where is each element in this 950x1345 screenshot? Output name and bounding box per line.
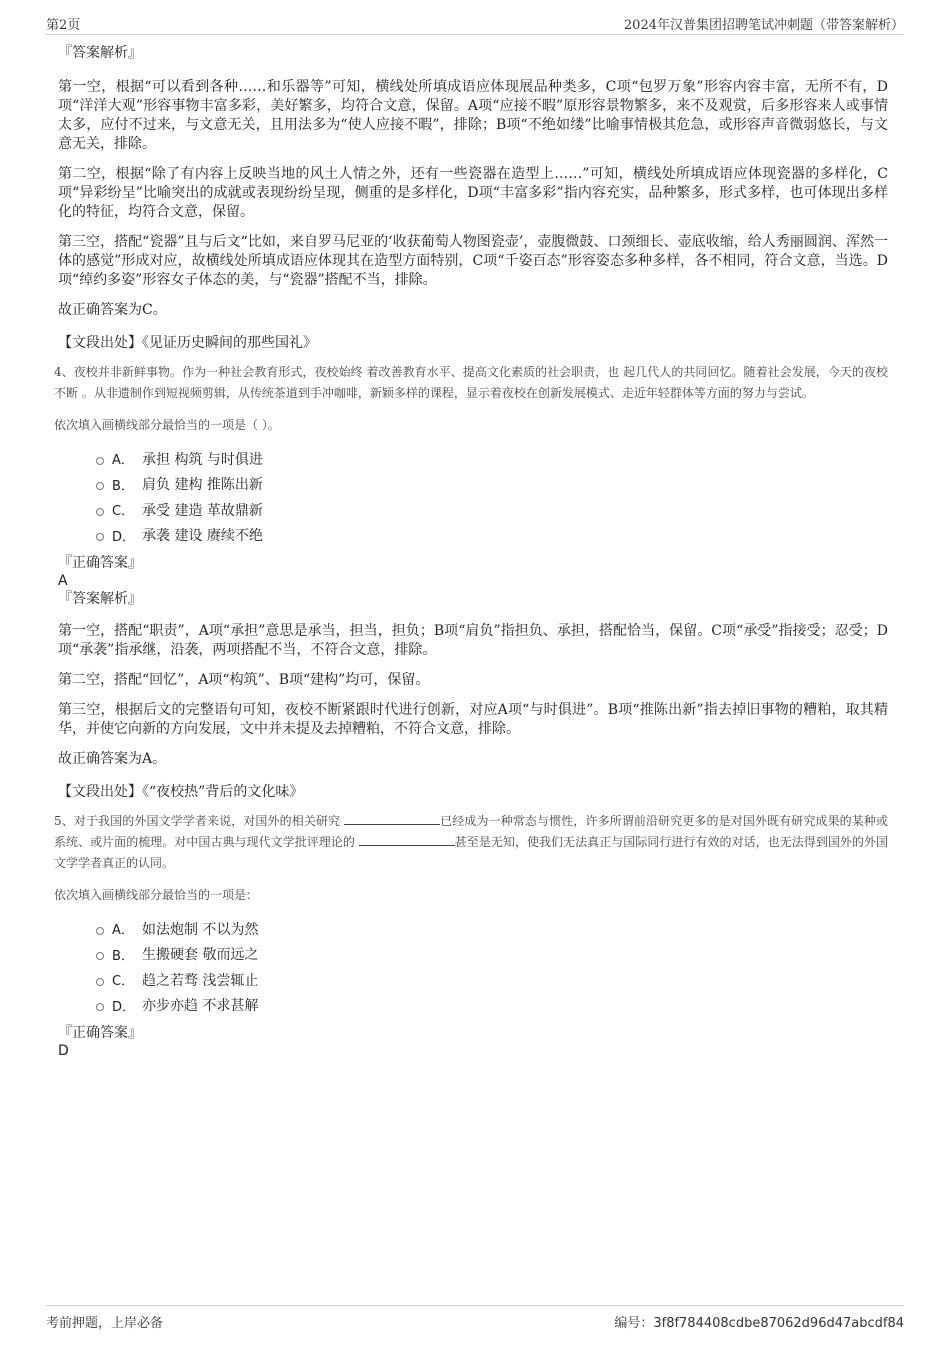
page-number: 第2页 <box>46 18 81 33</box>
q3-analysis-paragraph-3: 第三空，搭配“瓷器”且与后文“比如，来自罗马尼亚的‘收获葡萄人物图瓷壶’，壶腹微鼓、口颈细长、壶底收缩，给人秀丽圆润、浑然一体的感觉”形成对应，故横线处所填成语应体现其在造型方面特别，C项“千姿百态”形容姿态多种多样，各不相同，符合文意，当选。D项“绰约多姿”形容女子体态的美，与“瓷器”搭配不当，排除。 <box>58 234 888 288</box>
option-text: 亦步亦趋 不求甚解 <box>142 998 259 1015</box>
option-text: 承受 建造 革故鼎新 <box>142 502 263 519</box>
q4-options <box>58 446 888 548</box>
q3-analysis-label: 『答案解析』 <box>58 45 142 61</box>
q5-option-b[interactable] <box>96 942 888 968</box>
document-body <box>54 44 888 1060</box>
q5-correct-label: 『正确答案』 <box>58 1025 142 1041</box>
page-footer <box>46 1305 904 1330</box>
radio-icon[interactable] <box>96 952 104 960</box>
q4-option-c[interactable] <box>96 497 888 523</box>
option-letter: D． <box>112 999 136 1015</box>
footer-slogan: 考前押题，上岸必备 <box>46 1316 164 1331</box>
option-letter: A． <box>112 453 134 469</box>
radio-icon[interactable] <box>96 927 104 935</box>
document-title: 2024年汉普集团招聘笔试冲刺题（带答案解析） <box>623 18 904 33</box>
q5-option-c[interactable] <box>96 967 888 993</box>
q4-source: 【文段出处】《“夜校热”背后的文化味》 <box>58 784 304 800</box>
option-text: 承袭 建设 赓续不绝 <box>142 528 263 545</box>
blank-line <box>359 833 455 846</box>
option-text: 肩负 建构 推陈出新 <box>142 477 263 494</box>
q5-options <box>58 916 888 1018</box>
q4-option-d[interactable] <box>96 523 888 549</box>
q3-conclusion: 故正确答案为C。 <box>58 302 167 318</box>
q3-analysis-paragraph-2: 第二空，根据“除了有内容上反映当地的风土人情之外，还有一些瓷器在造型上……”可知，横线处所填成语应体现瓷器的多样化，C项“异彩纷呈”比喻突出的成就或表现纷纷呈现，侧重的是多样化，D项“丰富多彩”指内容充实，品种繁多，形式多样，也可体现出多样化的特征，均符合文意，保留。 <box>58 166 888 220</box>
q3-source: 【文段出处】《见证历史瞬间的那些国礼》 <box>58 335 317 351</box>
blank-line <box>344 812 440 825</box>
q4-prompt: 依次填入画横线部分最恰当的一项是（ ）。 <box>54 418 280 432</box>
option-letter: C． <box>112 974 135 990</box>
q5-question-text <box>54 811 888 874</box>
option-letter: B． <box>112 948 134 964</box>
q5-question-part-2: 已经成为一种常态与惯性，许多所谓前沿研究更多的是对国外既有研究成果的某种或系统、或片面的梳理。对中国古典与现代文学批评理论的 <box>54 814 888 849</box>
q5-question-part-1: 5、对于我国的外国文学学者来说，对国外的相关研究 <box>54 814 345 828</box>
document-code: 编号：3f8f784408cdbe87062d96d47abcdf84 <box>614 1316 904 1331</box>
q3-analysis-paragraph-1: 第一空，根据“可以看到各种……和乐器等”可知，横线处所填成语应体现展品种类多，C项“包罗万象”形容内容丰富，无所不有，D项“洋洋大观”形容事物丰富多彩，美好繁多，均符合文意，保留。A项“应接不暇”原形容景物繁多，来不及观赏，后多形容来人或事情太多，应付不过来，与文意无关，且用法多为“使人应接不暇”，排除；B项“不绝如缕”比喻事情极其危急，或形容声音微弱悠长，与文意无关，排除。 <box>58 79 888 152</box>
q4-conclusion: 故正确答案为A。 <box>58 751 167 767</box>
option-letter: A． <box>112 923 134 939</box>
q5-option-a[interactable] <box>96 916 888 942</box>
radio-icon[interactable] <box>96 457 104 465</box>
option-letter: B． <box>112 478 134 494</box>
option-text: 趋之若骛 浅尝辄止 <box>142 972 259 989</box>
q4-option-b[interactable] <box>96 472 888 498</box>
q5-option-d[interactable] <box>96 993 888 1019</box>
radio-icon[interactable] <box>96 533 104 541</box>
q4-analysis-paragraph-2: 第二空，搭配“回忆”，A项“构筑”、B项“建构”均可，保留。 <box>58 672 430 688</box>
option-text: 生搬硬套 敬而远之 <box>142 947 259 964</box>
q5-correct-answer: D <box>58 1043 69 1059</box>
q4-analysis-label: 『答案解析』 <box>58 591 142 607</box>
q4-analysis-paragraph-1: 第一空，搭配“职责”，A项“承担”意思是承当，担当，担负；B项“肩负”指担负、承担，搭配恰当，保留。C项“承受”指接受；忍受；D项“承袭”指承继，沿袭，两项搭配不当，不符合文意，排除。 <box>58 623 888 658</box>
page-header <box>46 12 904 35</box>
q4-question-text: 4、夜校并非新鲜事物。作为一种社会教育形式，夜校始终 着改善教育水平、提高文化素质的社会职责，也 起几代人的共同回忆。随着社会发展，今天的夜校不断 。从非遗制作到短视频剪辑，从传统茶道到手冲咖啡，新颖多样的课程，显示着夜校在创新发展模式、走近年轻群体等方面的努力与尝试。 <box>54 365 888 400</box>
radio-icon[interactable] <box>96 482 104 490</box>
q4-option-a[interactable] <box>96 446 888 472</box>
q4-correct-answer: A <box>58 573 68 589</box>
option-letter: D． <box>112 529 136 545</box>
radio-icon[interactable] <box>96 1003 104 1011</box>
option-text: 承担 构筑 与时俱进 <box>142 451 263 468</box>
option-letter: C． <box>112 504 135 520</box>
q5-question-part-3: 甚至是无知，使我们无法真正与国际同行进行有效的对话，也无法得到国外的外国文学学者真正的认同。 <box>54 835 888 870</box>
option-text: 如法炮制 不以为然 <box>142 921 259 938</box>
radio-icon[interactable] <box>96 978 104 986</box>
q4-correct-label: 『正确答案』 <box>58 555 142 571</box>
q4-analysis-paragraph-3: 第三空，根据后文的完整语句可知，夜校不断紧跟时代进行创新，对应A项“与时俱进”。B项“推陈出新”指去掉旧事物的糟粕，取其精华，并使它向新的方向发展，文中并未提及去掉糟粕，不符合文意，排除。 <box>58 702 888 737</box>
radio-icon[interactable] <box>96 508 104 516</box>
q5-prompt: 依次填入画横线部分最恰当的一项是： <box>54 888 259 902</box>
